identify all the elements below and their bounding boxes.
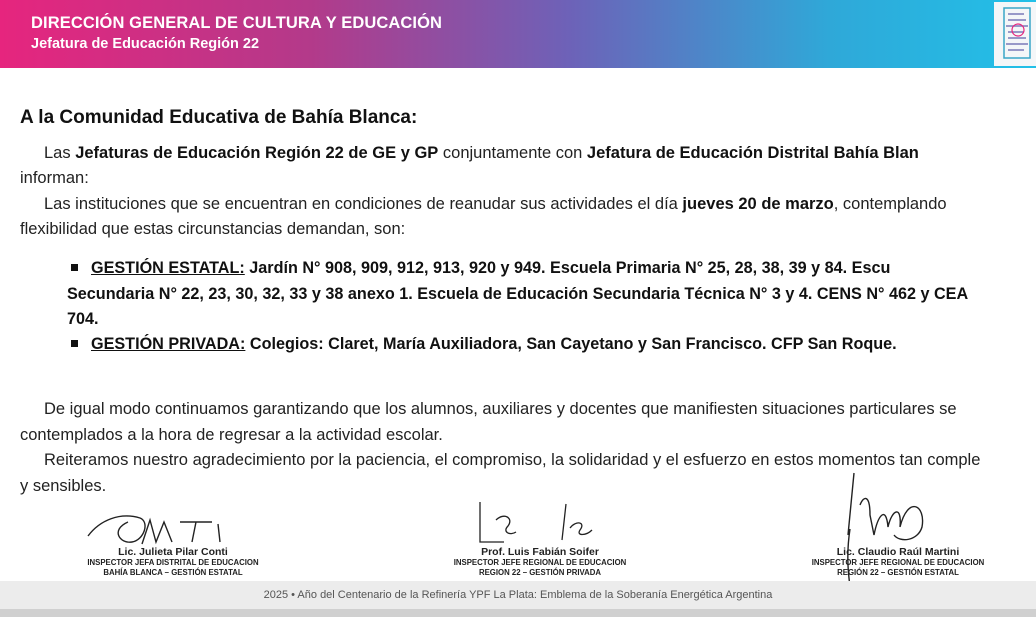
bullet-marker <box>71 340 78 347</box>
signature-block-soifer <box>430 546 650 578</box>
paragraph-4: Reiteramos nuestro agradecimiento por la paciencia, el compromiso, la solidaridad y el esfuerzo en estos momentos tan comple <box>44 451 981 469</box>
institution-title: DIRECCIÓN GENERAL DE CULTURA Y EDUCACIÓN <box>31 14 443 32</box>
signer-role: INSPECTOR JEFA DISTRITAL DE EDUCACION <box>87 558 259 567</box>
paragraph-1: Las Jefaturas de Educación Región 22 de GE y GP conjuntamente con Jefatura de Educación Distrital Bahía Blan <box>44 144 919 162</box>
bullet-estatal-line3: 704. <box>67 310 99 328</box>
bullet-estatal-line1: GESTIÓN ESTATAL: Jardín N° 908, 909, 912, 913, 920 y 949. Escuela Primaria N° 25, 28, 38, 39 y 84. Escu <box>91 259 891 277</box>
signature-block-conti <box>60 546 286 578</box>
bullet-privada: GESTIÓN PRIVADA: Colegios: Claret, María Auxiliadora, San Cayetano y San Francisco. CFP San Roque. <box>91 335 897 353</box>
footer-banner <box>0 581 1036 609</box>
signer-role: INSPECTOR JEFE REGIONAL DE EDUCACION <box>811 558 985 567</box>
paragraph-3: De igual modo continuamos garantizando que los alumnos, auxiliares y docentes que manifiesten situaciones particulares se <box>44 400 957 418</box>
signer-department: BAHÍA BLANCA – GESTIÓN ESTATAL <box>103 568 243 577</box>
signature-block-martini <box>788 546 1008 578</box>
footer-text: 2025 • Año del Centenario de la Refinería YPF La Plata: Emblema de la Soberanía Energética Argentina <box>263 589 773 601</box>
signer-name: Prof. Luis Fabián Soifer <box>481 546 599 558</box>
institution-logo-icon <box>994 2 1036 66</box>
letterhead-banner <box>0 0 1036 68</box>
signer-department: REGIÓN 22 – GESTIÓN ESTATAL <box>837 568 959 577</box>
paragraph-2: Las instituciones que se encuentran en condiciones de reanudar sus actividades el día jueves 20 de marzo, contemplando <box>44 195 947 213</box>
bottom-edge <box>0 609 1036 617</box>
paragraph-2-cont: flexibilidad que estas circunstancias demandan, son: <box>20 220 406 238</box>
signature-soifer <box>470 492 610 554</box>
letter-salutation: A la Comunidad Educativa de Bahía Blanca: <box>20 107 418 128</box>
paragraph-1-cont: informan: <box>20 169 89 187</box>
bullet-estatal-line2: Secundaria N° 22, 23, 30, 32, 33 y 38 anexo 1. Escuela de Educación Secundaria Técnica N° 3 y 4. CENS N° 462 y CEA <box>67 285 969 303</box>
bullet-marker <box>71 264 78 271</box>
signer-department: REGION 22 – GESTIÓN PRIVADA <box>478 568 602 577</box>
paragraph-3-cont: contemplados a la hora de regresar a la actividad escolar. <box>20 426 443 444</box>
signer-role: INSPECTOR JEFE REGIONAL DE EDUCACION <box>453 558 627 567</box>
paragraph-4-cont: y sensibles. <box>20 477 107 495</box>
institution-subtitle: Jefatura de Educación Región 22 <box>31 36 260 52</box>
signer-name: Lic. Claudio Raúl Martini <box>836 546 960 558</box>
signer-name: Lic. Julieta Pilar Conti <box>118 546 228 558</box>
